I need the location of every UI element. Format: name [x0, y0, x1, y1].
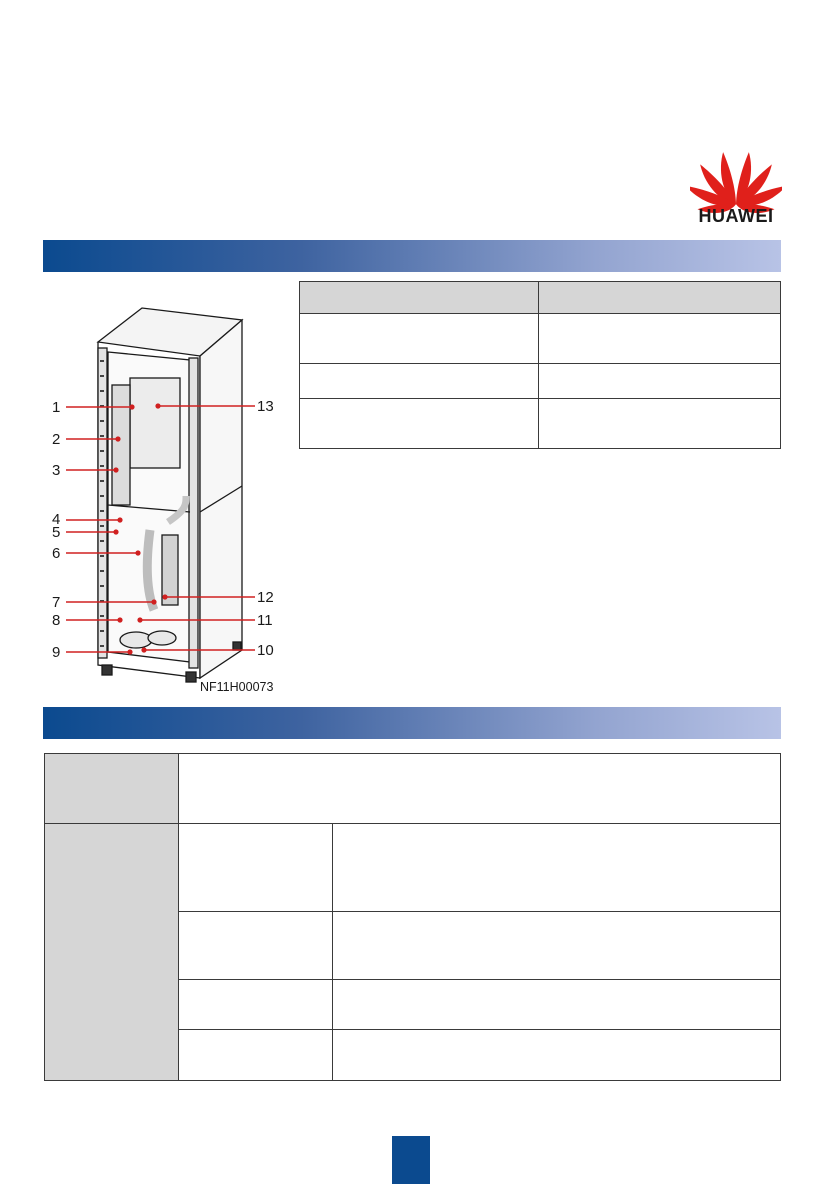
- specification-table: [44, 753, 781, 1081]
- table-cell: [333, 1030, 781, 1081]
- brand-wordmark: HUAWEI: [698, 206, 774, 226]
- table-row: [300, 399, 781, 449]
- callout-7: 7: [52, 594, 61, 611]
- component-table: [299, 281, 781, 449]
- table-cell: [300, 399, 539, 449]
- callout-10: 10: [257, 642, 274, 659]
- table-cell: [539, 314, 781, 364]
- figure-code: NF11H00073: [200, 680, 274, 694]
- callout-6: 6: [52, 545, 61, 562]
- callout-5: 5: [52, 524, 61, 541]
- row-label-cell: [45, 824, 179, 1081]
- table-row: [45, 754, 781, 824]
- section-header-bar: [43, 707, 781, 739]
- table-header-cell: [300, 282, 539, 314]
- table-cell: [333, 824, 781, 912]
- table-cell: [179, 912, 333, 980]
- table-cell: [333, 912, 781, 980]
- callout-11: 11: [257, 612, 273, 629]
- table-cell: [179, 980, 333, 1030]
- section-header-bar: [43, 240, 781, 272]
- table-cell: [300, 314, 539, 364]
- table-cell: [539, 364, 781, 399]
- callout-4: 4: [52, 511, 61, 528]
- table-cell: [179, 824, 333, 912]
- equipment-cabinet-illustration: [50, 300, 282, 700]
- table-cell: [179, 754, 781, 824]
- callout-3: 3: [52, 462, 61, 479]
- callout-9: 9: [52, 644, 61, 661]
- callout-2: 2: [52, 431, 61, 448]
- table-row: [300, 364, 781, 399]
- callout-1: 1: [52, 399, 61, 416]
- callout-8: 8: [52, 612, 61, 629]
- page-number-badge: [392, 1136, 430, 1184]
- row-label-cell: [45, 754, 179, 824]
- table-header-cell: [539, 282, 781, 314]
- table-row: [45, 824, 781, 912]
- callout-12: 12: [257, 589, 274, 606]
- callout-13: 13: [257, 398, 274, 415]
- table-cell: [300, 364, 539, 399]
- table-header-row: [300, 282, 781, 314]
- table-row: [300, 314, 781, 364]
- table-cell: [539, 399, 781, 449]
- table-cell: [333, 980, 781, 1030]
- table-cell: [179, 1030, 333, 1081]
